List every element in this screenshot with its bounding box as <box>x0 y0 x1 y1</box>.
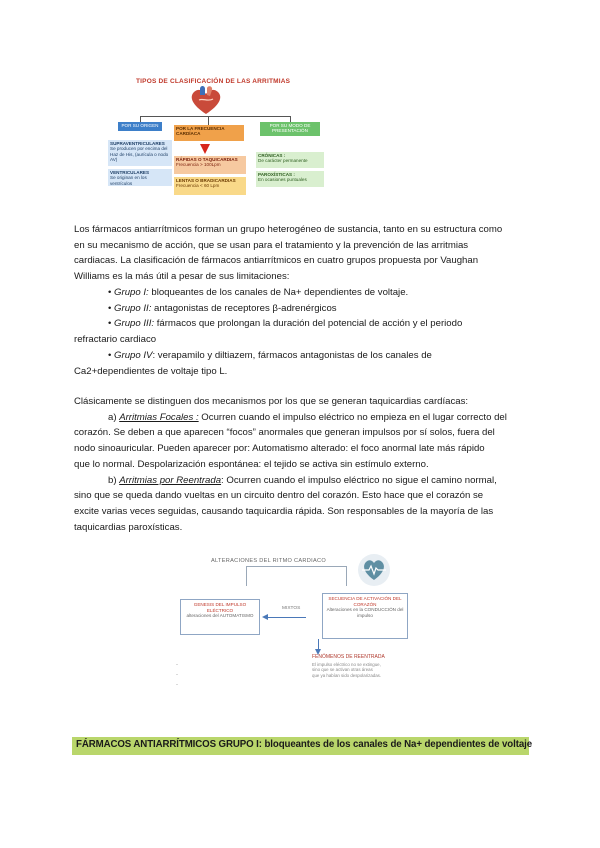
arrow-left-icon <box>262 614 268 620</box>
branch-rate-header: POR LA FRECUENCIA CARDÍACA <box>174 125 244 141</box>
mixed-label: MIXTOS <box>282 606 301 611</box>
text-line: El impulso eléctrico no se extingue, <box>312 662 381 667</box>
group-i-heading <box>72 737 532 755</box>
list-item-continuation: refractario cardiaco <box>74 334 157 346</box>
group-name: Grupo I: <box>114 287 149 298</box>
item-marker: a) <box>108 411 117 423</box>
tachycardia-box <box>174 156 246 174</box>
connector <box>246 566 247 586</box>
intro-paragraph <box>74 222 502 285</box>
text-line: excite varias veces seguidas, causando taquicardia rápida. Son responsables de la mayoría de las <box>74 505 494 517</box>
group-text: fármacos que prolongan la duración del potencial de acción y el periodo <box>154 318 463 330</box>
paroxysmal-box <box>256 171 324 187</box>
group-text: : verapamilo y diltiazem, fármacos antagonistas de los canales de <box>152 349 432 361</box>
connector <box>140 116 290 117</box>
item-marker: b) <box>108 474 117 486</box>
ventricular-box <box>108 169 172 186</box>
box-name: LENTAS O BRADICARDIAS <box>176 178 236 183</box>
group-list <box>74 285 534 379</box>
text-line: que ya habían sido despolarizadas. <box>312 672 382 678</box>
activation-sequence-box <box>322 593 408 639</box>
reentry-title: FENÓMENOS DE REENTRADA <box>312 654 385 660</box>
box-name: VENTRICULARES <box>110 170 150 175</box>
text-line: sino que se activan otras áreas <box>312 667 373 673</box>
bullet-dots: · · · <box>176 662 178 688</box>
down-arrow-icon <box>200 144 210 154</box>
connector <box>208 116 209 125</box>
box-name: PAROXÍSTICAS : <box>258 172 295 177</box>
box-title: SECUENCIA DE ACTIVACIÓN DEL CORAZÓN <box>328 596 402 607</box>
reentry-text <box>312 662 381 678</box>
heading-text: FÁRMACOS ANTIARRÍTMICOS GRUPO I: bloqueantes de los canales de Na+ dependientes de voltaje <box>76 739 532 750</box>
group-text: bloqueantes de los canales de Na+ dependientes de voltaje. <box>148 287 409 298</box>
text-line: cardiacas. La clasificación de fármacos antiarrítmicos en cuatro grupos propuesta por Vaughan <box>74 255 479 267</box>
text-line: Williams es la más útil a pesar de sus limitaciones: <box>74 271 290 283</box>
arrhythmia-classification-diagram <box>108 72 330 214</box>
box-desc: Frecuencia < 60 Lpm <box>176 183 220 189</box>
box-text: Alteraciones en la CONDUCCIÓN del impulso <box>326 607 404 618</box>
group-name: Grupo IV <box>114 349 153 361</box>
rhythm-alterations-diagram <box>176 553 408 703</box>
chronic-box <box>256 152 324 168</box>
box-name: CRÓNICAS : <box>258 153 286 158</box>
list-item: • Grupo IV: verapamilo y diltiazem, fármacos antagonistas de los canales de <box>108 349 432 361</box>
text-line: que lo normal. Despolarización espontánea: el tejido se activa sin estímulo externo. <box>74 458 429 470</box>
box-desc: Se originan en los ventrículos <box>110 175 147 186</box>
connector <box>346 566 347 586</box>
heart-anatomy-icon <box>186 86 226 116</box>
text-line: sino que se queda dando vueltas en un circuito dentro del corazón. Esto hace que el corazón se <box>74 490 484 502</box>
mechanism-a-text: Ocurren cuando el impulso eléctrico no empieza en el lugar correcto del <box>198 411 507 423</box>
text-line: Clásicamente se distinguen dos mecanismos por los que se generan taquicardias cardíacas: <box>74 396 469 407</box>
group-name: Grupo II: <box>114 302 152 314</box>
mechanisms-paragraph <box>74 394 507 535</box>
box-desc: Se producen por encima del Haz de His, (aurícula o nodo AV) <box>110 146 169 163</box>
text-line: corazón. Se deben a que aparecen “focos” anormales que generan impulsos por sí solos, fuera del <box>74 427 495 439</box>
box-name: RÁPIDAS O TAQUICARDIAS <box>176 157 238 162</box>
box-desc: En ocasiones puntuales <box>258 177 307 183</box>
box-text: alteraciones del AUTOMATISMO <box>186 613 254 619</box>
mechanism-b-line <box>74 473 507 489</box>
list-item: • Grupo III: fármacos que prolongan la duración del potencial de acción y el periodo <box>108 318 463 330</box>
list-item: • Grupo II: antagonistas de receptores β-adrenérgicos <box>108 302 337 314</box>
connector <box>246 566 346 567</box>
text-line: en su mecanismo de acción, que se usan para el tratamiento y la prevención de las arritmias <box>74 239 469 251</box>
box-title: GENESIS DEL IMPULSO ELÉCTRICO <box>193 602 247 613</box>
mechanism-a-name: Arritmias Focales : <box>119 411 199 423</box>
text-line: nodo sinoauricular. Pueden aparecer por: Automatismo alterado: el foco anormal late más rápido <box>74 443 485 455</box>
branch-presentation-header: POR SU MODO DE PRESENTACIÓN <box>260 122 320 136</box>
text-line: taquicardias paroxísticas. <box>74 521 183 533</box>
mechanism-b-name: Arritmias por Reentrada <box>119 474 222 486</box>
box-desc: Frecuencia > 100Lpm <box>176 162 221 168</box>
bradycardia-box <box>174 177 246 195</box>
diagram-title: TIPOS DE CLASIFICACIÓN DE LAS ARRITMIAS <box>136 78 291 85</box>
supraventricular-box <box>108 140 172 166</box>
heart-pulse-icon <box>357 553 391 587</box>
mechanism-a-line <box>74 410 507 426</box>
arrow-line <box>266 617 306 618</box>
box-desc: De carácter permanente <box>258 158 308 164</box>
mechanism-b-text: : Ocurren cuando el impulso eléctrico no sigue el camino normal, <box>221 474 497 486</box>
diagram-title: ALTERACIONES DEL RITMO CARDIACO <box>211 558 326 564</box>
list-item-continuation: Ca2+dependientes de voltaje tipo L. <box>74 365 228 377</box>
branch-origin-header: POR SU ORIGEN <box>118 122 162 131</box>
group-name: Grupo III: <box>114 318 155 330</box>
group-text: antagonistas de receptores β-adrenérgicos <box>151 302 337 314</box>
list-item: • Grupo I: bloqueantes de los canales de Na+ dependientes de voltaje. <box>108 287 409 298</box>
box-name: SUPRAVENTRICULARES <box>110 141 165 146</box>
text-line: Los fármacos antiarrítmicos forman un grupo heterogéneo de sustancia, tanto en su estructura como <box>74 224 503 235</box>
impulse-genesis-box <box>180 599 260 635</box>
